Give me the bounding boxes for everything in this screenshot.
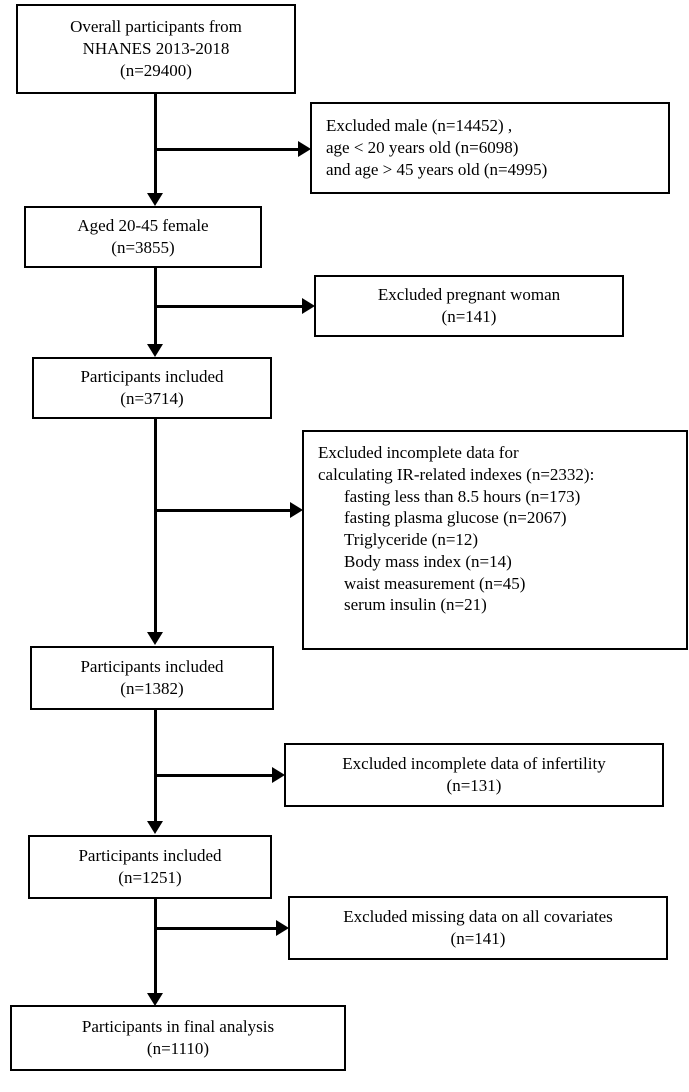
arrow-down-2	[147, 344, 163, 357]
node-subline: Body mass index (n=14)	[344, 551, 512, 571]
node-line: (n=1110)	[146, 1039, 210, 1058]
node-subline: serum insulin (n=21)	[344, 595, 487, 615]
node-line: Participants included	[80, 367, 224, 387]
node-subline: Triglyceride (n=12)	[344, 530, 479, 549]
node-line: Excluded incomplete data for	[318, 443, 519, 462]
node-line: Excluded incomplete data of infertility	[342, 754, 606, 774]
node-line: and age > 45 years old (n=4995)	[326, 159, 548, 179]
connector-trunk-1	[154, 94, 157, 194]
node-line: Overall participants from	[70, 17, 242, 37]
connector-trunk-5	[154, 899, 157, 995]
arrow-down-4	[147, 821, 163, 834]
node-final-analysis	[10, 1005, 346, 1071]
connector-branch-5	[154, 927, 280, 930]
node-line: (n=3855)	[111, 238, 175, 257]
node-excluded-infertility-data	[284, 743, 664, 807]
node-line: Participants included	[80, 657, 224, 677]
node-line: Excluded pregnant woman	[377, 285, 561, 305]
connector-trunk-3	[154, 419, 157, 634]
connector-branch-2	[154, 305, 306, 308]
node-excluded-pregnant	[314, 275, 624, 337]
connector-branch-3	[154, 509, 294, 512]
connector-branch-1	[154, 148, 302, 151]
node-overall-participants	[16, 4, 296, 94]
node-excluded-ir-indexes	[302, 430, 688, 650]
arrow-down-3	[147, 632, 163, 645]
node-line: (n=1251)	[118, 868, 182, 887]
arrow-down-1	[147, 193, 163, 206]
node-excluded-missing-covariates	[288, 896, 668, 960]
node-subline: waist measurement (n=45)	[344, 573, 526, 593]
node-subline: fasting plasma glucose (n=2067)	[344, 508, 567, 528]
node-line: (n=131)	[446, 776, 502, 795]
node-participants-1382	[30, 646, 274, 710]
node-line: Excluded male (n=14452) ,	[326, 116, 513, 136]
node-line: NHANES 2013-2018	[82, 39, 230, 59]
node-line: (n=29400)	[120, 60, 192, 80]
node-participants-1251	[28, 835, 272, 899]
connector-trunk-4	[154, 710, 157, 823]
node-line: Aged 20-45 female	[77, 216, 209, 236]
node-line: Excluded missing data on all covariates	[343, 907, 613, 927]
node-line: age < 20 years old (n=6098)	[326, 138, 519, 158]
node-line: (n=1382)	[120, 679, 184, 698]
node-line: Participants included	[78, 846, 222, 866]
node-aged-20-45-female	[24, 206, 262, 268]
node-line: (n=141)	[450, 929, 506, 948]
node-subline: fasting less than 8.5 hours (n=173)	[344, 486, 581, 506]
node-participants-3714	[32, 357, 272, 419]
node-line: Participants in final analysis	[81, 1017, 275, 1037]
node-line: (n=3714)	[120, 389, 184, 408]
node-line: (n=141)	[441, 307, 497, 326]
node-excluded-male-age	[310, 102, 670, 194]
connector-branch-4	[154, 774, 276, 777]
node-line: calculating IR-related indexes (n=2332):	[318, 464, 595, 484]
